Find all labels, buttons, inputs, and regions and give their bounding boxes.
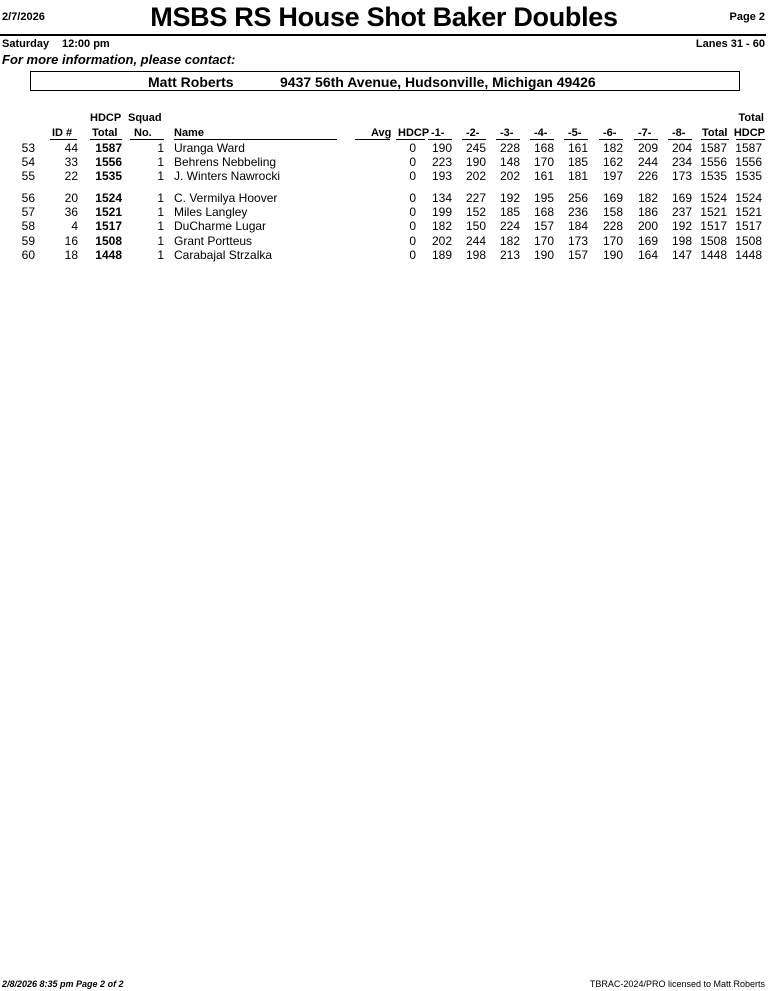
col-game-2: -2- [466,127,480,139]
row-game-3: 148 [499,155,520,169]
rule-game-5 [564,139,588,140]
row-game-3: 213 [499,248,520,262]
row-name: C. Vermilya Hoover [174,191,278,205]
row-name: DuCharme Lugar [174,219,267,233]
row-game-2: 245 [465,141,486,155]
row-game-3: 228 [499,141,520,155]
row-game-3: 192 [499,191,520,205]
row-game-2: 227 [465,191,486,205]
row-game-1: 134 [431,191,452,205]
col-total: Total [702,127,728,139]
row-total: 1521 [700,205,727,219]
row-game-4: 161 [533,169,554,183]
rule-avg [355,139,390,140]
row-game-2: 244 [465,234,486,248]
row-name: Behrens Nebbeling [174,155,277,169]
row-game-4: 190 [533,248,554,262]
row-id: 16 [64,234,78,248]
rule-game-7 [634,139,658,140]
col-avg: Avg [371,127,392,139]
row-total-hdcp: 1556 [735,155,762,169]
row-game-8: 198 [671,234,692,248]
row-squad: 1 [157,155,164,169]
row-game-7: 164 [637,248,658,262]
row-game-7: 226 [637,169,658,183]
row-id: 36 [64,205,78,219]
row-game-5: 185 [567,155,588,169]
row-game-8: 204 [671,141,692,155]
col-game-5: -5- [568,127,582,139]
col-total-hdcp-line1: Total [738,112,764,124]
row-game-2: 190 [465,155,486,169]
row-total: 1535 [700,169,727,183]
rule-hdcp-total [90,139,122,140]
row-game-8: 169 [671,191,692,205]
row-name: Miles Langley [174,205,248,219]
row-game-4: 157 [533,219,554,233]
row-name: J. Winters Nawrocki [174,169,281,183]
row-place: 56 [21,191,35,205]
row-game-1: 202 [431,234,452,248]
rule-id [50,139,77,140]
row-hdcp-total: 1517 [95,219,122,233]
row-game-6: 182 [602,141,623,155]
row-name: Uranga Ward [174,141,245,155]
col-hdcp: HDCP [398,127,430,139]
row-id: 20 [64,191,78,205]
row-total: 1517 [700,219,727,233]
row-squad: 1 [157,248,164,262]
col-hdcp-total-line1: HDCP [90,112,122,124]
row-game-1: 189 [431,248,452,262]
row-game-6: 190 [602,248,623,262]
row-game-5: 173 [567,234,588,248]
row-hdcp: 0 [409,141,416,155]
row-total: 1448 [700,248,727,262]
row-total-hdcp: 1448 [735,248,762,262]
row-hdcp: 0 [409,219,416,233]
row-game-1: 182 [431,219,452,233]
row-hdcp-total: 1521 [95,205,122,219]
row-name: Grant Portteus [174,234,253,248]
row-total-hdcp: 1524 [735,191,762,205]
row-game-5: 181 [567,169,588,183]
row-game-3: 185 [499,205,520,219]
row-total-hdcp: 1517 [735,219,762,233]
row-squad: 1 [157,141,164,155]
row-game-4: 168 [533,141,554,155]
row-place: 54 [21,155,35,169]
row-game-8: 147 [671,248,692,262]
row-hdcp: 0 [409,205,416,219]
row-place: 55 [21,169,35,183]
row-game-6: 170 [602,234,623,248]
row-place: 53 [21,141,35,155]
row-game-5: 161 [567,141,588,155]
row-total-hdcp: 1535 [735,169,762,183]
rule-hdcp [396,139,425,140]
row-game-2: 150 [465,219,486,233]
row-hdcp: 0 [409,234,416,248]
rule-squad [130,139,164,140]
row-game-3: 224 [499,219,520,233]
row-game-3: 182 [499,234,520,248]
row-total-hdcp: 1521 [735,205,762,219]
col-game-6: -6- [603,127,617,139]
row-game-7: 169 [637,234,658,248]
row-game-6: 158 [602,205,623,219]
row-total: 1524 [700,191,727,205]
row-game-7: 200 [637,219,658,233]
row-hdcp: 0 [409,248,416,262]
rule-game-6 [599,139,623,140]
print-timestamp: 2/8/2026 8:35 pm Page 2 of 2 [2,979,124,989]
report-date: 2/7/2026 [2,11,45,23]
row-game-7: 209 [637,141,658,155]
row-squad: 1 [157,205,164,219]
row-squad: 1 [157,219,164,233]
col-game-7: -7- [638,127,652,139]
row-hdcp-total: 1535 [95,169,122,183]
row-game-4: 195 [533,191,554,205]
row-game-8: 173 [671,169,692,183]
row-hdcp-total: 1448 [95,248,122,262]
contact-address: 9437 56th Avenue, Hudsonville, Michigan 49426 [280,74,596,90]
row-game-4: 168 [533,205,554,219]
row-total: 1508 [700,234,727,248]
row-id: 4 [71,219,78,233]
row-squad: 1 [157,191,164,205]
page-number: Page 2 [729,11,765,23]
rule-game-8 [668,139,692,140]
row-hdcp-total: 1587 [95,141,122,155]
row-game-7: 244 [637,155,658,169]
row-game-2: 152 [465,205,486,219]
row-squad: 1 [157,234,164,248]
row-game-3: 202 [499,169,520,183]
row-hdcp: 0 [409,191,416,205]
row-game-1: 190 [431,141,452,155]
row-game-5: 184 [567,219,588,233]
row-game-8: 192 [671,219,692,233]
col-squad-line2: No. [134,127,152,139]
row-hdcp-total: 1556 [95,155,122,169]
row-game-6: 197 [602,169,623,183]
row-total-hdcp: 1508 [735,234,762,248]
row-place: 59 [21,234,35,248]
row-game-2: 202 [465,169,486,183]
report-title: MSBS RS House Shot Baker Doubles [150,2,618,32]
row-total: 1556 [700,155,727,169]
row-place: 58 [21,219,35,233]
row-hdcp: 0 [409,155,416,169]
rule-game-1 [428,139,452,140]
col-name: Name [174,127,204,139]
row-game-5: 157 [567,248,588,262]
rule-game-3 [496,139,520,140]
row-game-4: 170 [533,234,554,248]
row-game-5: 256 [567,191,588,205]
col-game-3: -3- [500,127,514,139]
row-game-5: 236 [567,205,588,219]
row-game-6: 162 [602,155,623,169]
rule-game-2 [462,139,486,140]
row-id: 18 [64,248,78,262]
row-game-2: 198 [465,248,486,262]
col-hdcp-total-line2: Total [92,127,118,139]
contact-name: Matt Roberts [148,74,234,90]
row-game-8: 234 [671,155,692,169]
event-time: 12:00 pm [62,38,110,50]
col-game-8: -8- [672,127,686,139]
row-total: 1587 [700,141,727,155]
rule-name [174,139,337,140]
row-hdcp-total: 1524 [95,191,122,205]
rule-total-hdcp [736,139,765,140]
row-game-8: 237 [671,205,692,219]
row-id: 22 [64,169,78,183]
row-hdcp-total: 1508 [95,234,122,248]
row-game-1: 193 [431,169,452,183]
col-game-4: -4- [534,127,548,139]
col-squad-line1: Squad [128,112,162,124]
col-id: ID # [52,127,73,139]
lanes-range: Lanes 31 - 60 [695,38,765,50]
row-id: 44 [64,141,78,155]
row-name: Carabajal Strzalka [174,248,273,262]
row-game-6: 228 [602,219,623,233]
license-note: TBRAC-2024/PRO licensed to Matt Roberts [589,979,765,989]
row-game-1: 223 [431,155,452,169]
row-id: 33 [64,155,78,169]
contact-prompt: For more information, please contact: [2,52,236,67]
row-game-7: 182 [637,191,658,205]
row-place: 57 [21,205,35,219]
row-game-7: 186 [637,205,658,219]
row-game-4: 170 [533,155,554,169]
event-day: Saturday [2,38,50,50]
row-game-1: 199 [431,205,452,219]
row-squad: 1 [157,169,164,183]
row-place: 60 [21,248,35,262]
row-game-6: 169 [602,191,623,205]
rule-game-4 [530,139,554,140]
col-game-1: -1- [431,127,445,139]
row-total-hdcp: 1587 [735,141,762,155]
rule-total [701,139,729,140]
header-rule [0,34,766,36]
col-total-hdcp-line2: HDCP [733,127,765,139]
row-hdcp: 0 [409,169,416,183]
